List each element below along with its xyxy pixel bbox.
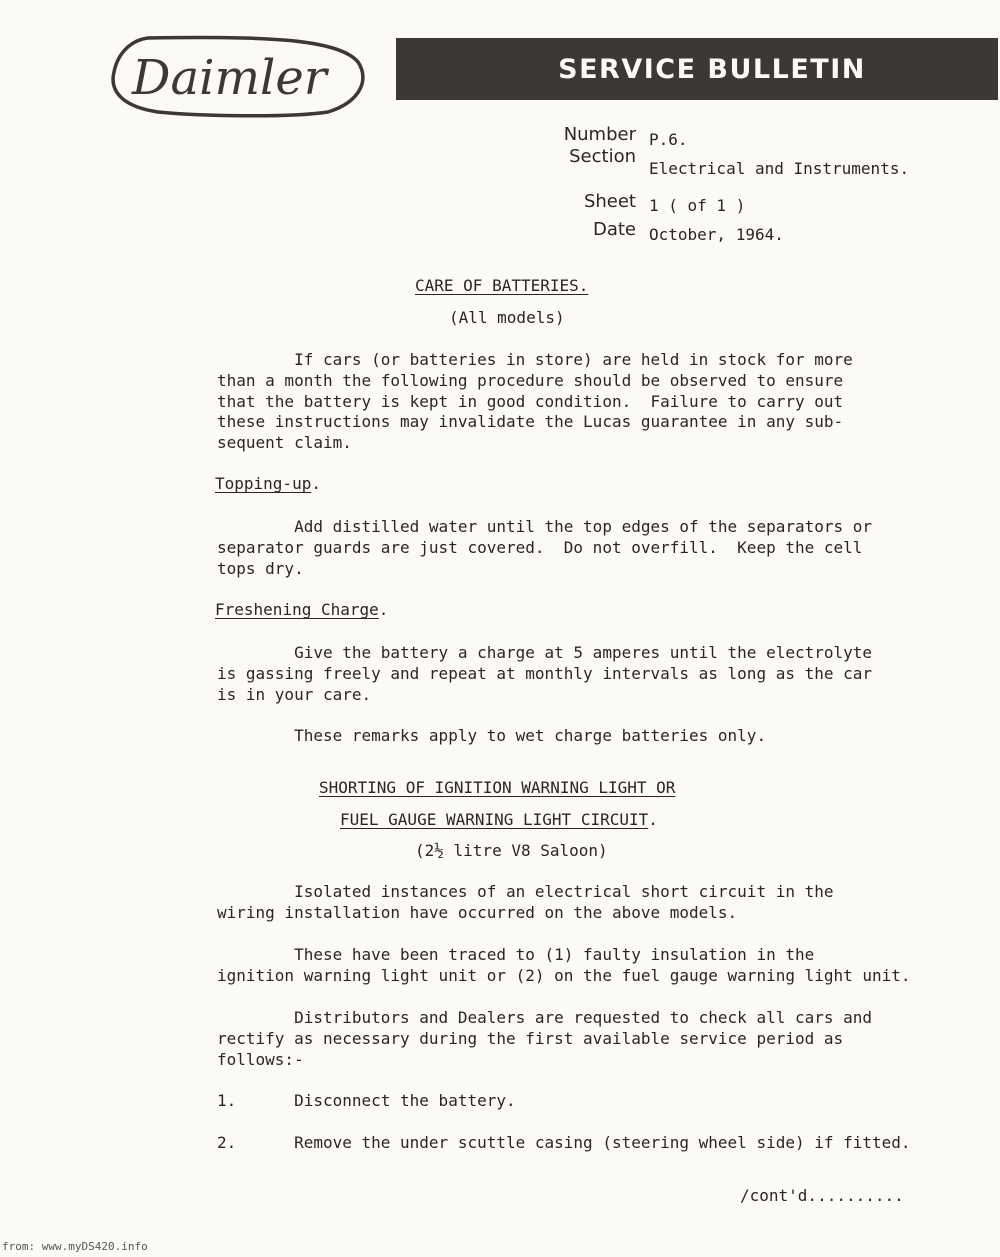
date-label: Date	[592, 219, 636, 240]
v8-saloon-subtitle: (2½ litre V8 Saloon)	[415, 841, 608, 860]
topping-up-paragraph: Add distilled water until the top edges of the separators or separator guards are just covered. Do not overfill. Keep the cell tops dry.	[217, 517, 873, 578]
insulation-paragraph: These have been traced to (1) faulty insulation in the ignition warning light unit or (2) on the fuel gauge warning light unit.	[217, 945, 911, 985]
sheet-value: 1 ( of 1 )	[649, 196, 746, 215]
remarks-paragraph: These remarks apply to wet charge batteries only.	[217, 726, 767, 745]
step-1-disconnect-battery: 1. Disconnect the battery.	[217, 1091, 516, 1110]
section-label: Section	[569, 146, 636, 167]
service-bulletin-banner: SERVICE BULLETIN	[396, 38, 998, 100]
sheet-label: Sheet	[583, 191, 636, 212]
topping-up-heading: Topping-up.	[215, 474, 321, 493]
freshening-charge-paragraph: Give the battery a charge at 5 amperes until the electrolyte is gassing freely and repeat at monthly intervals as long as the car is in your care.	[217, 643, 873, 704]
date-value: October, 1964.	[649, 225, 784, 244]
batteries-intro-paragraph: If cars (or batteries in store) are held in stock for more than a month the following procedure should be observed to ensure that the battery is kept in good condition. Failure to carry out these instructions may invalidate the Lucas guarantee in any sub- sequent claim.	[217, 350, 853, 453]
continued-marker: /cont'd..........	[740, 1186, 904, 1205]
number-value: P.6.	[649, 130, 688, 149]
section-value: Electrical and Instruments.	[649, 159, 910, 178]
number-label: Number	[563, 124, 636, 145]
all-models-subtitle: (All models)	[449, 308, 565, 327]
daimler-logo	[108, 32, 366, 118]
source-footer: from: www.myDS420.info	[2, 1240, 148, 1253]
logo-text: Daimler	[132, 50, 327, 106]
daimler-logo-emblem	[108, 32, 366, 118]
dealers-paragraph: Distributors and Dealers are requested to check all cars and rectify as necessary during the first available service period as follows:-	[217, 1008, 873, 1069]
shorting-heading-line1: SHORTING OF IGNITION WARNING LIGHT OR	[319, 778, 676, 797]
step-2-remove-casing: 2. Remove the under scuttle casing (steering wheel side) if fitted.	[217, 1133, 911, 1152]
freshening-charge-heading: Freshening Charge.	[215, 600, 389, 619]
care-of-batteries-heading: CARE OF BATTERIES.	[415, 276, 589, 295]
short-circuit-paragraph: Isolated instances of an electrical short circuit in the wiring installation have occurred on the above models.	[217, 882, 834, 922]
shorting-heading-line2: FUEL GAUGE WARNING LIGHT CIRCUIT.	[340, 810, 658, 829]
